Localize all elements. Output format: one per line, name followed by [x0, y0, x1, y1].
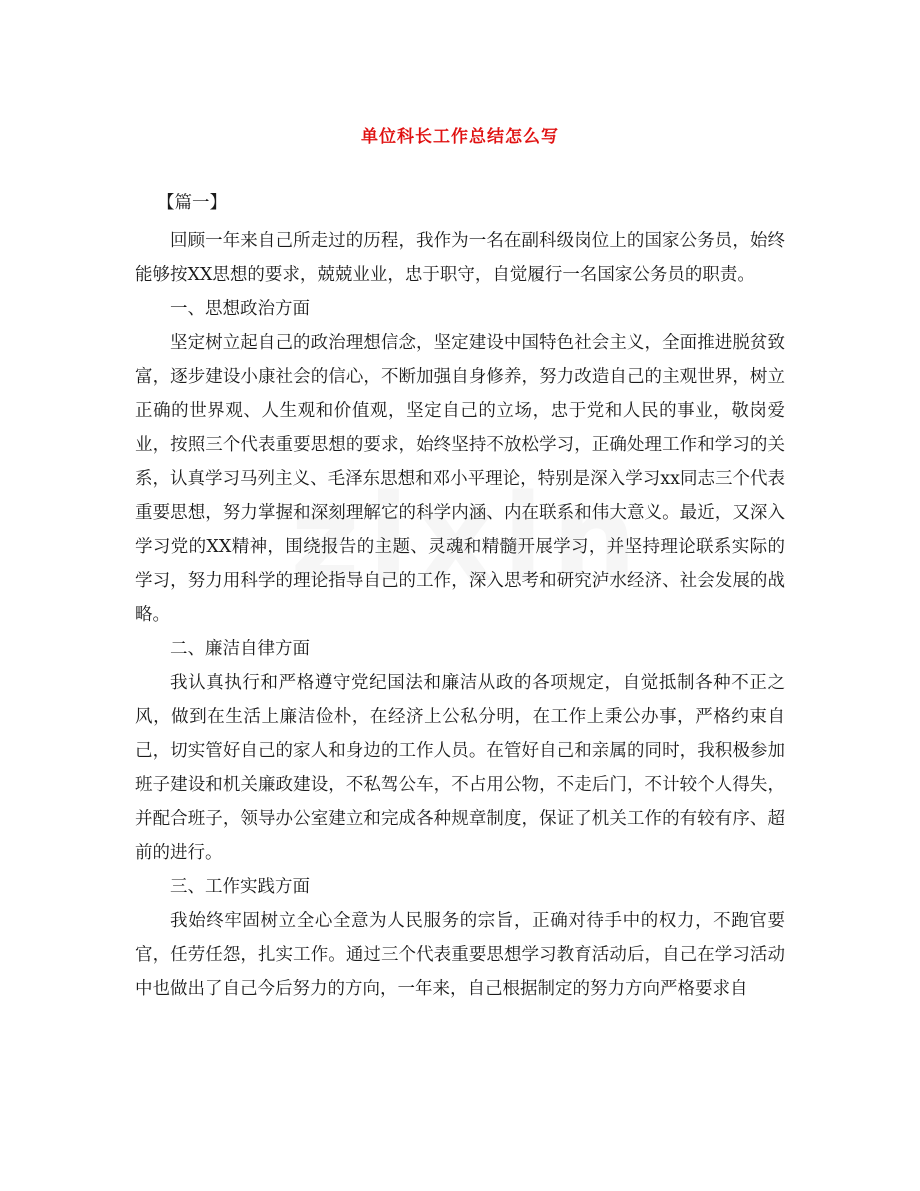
document-title: 单位科长工作总结怎么写 [361, 127, 559, 147]
part-label: 【篇一】 [157, 193, 227, 213]
section-heading-politics: 一、思想政治方面 [170, 299, 310, 319]
section-body-politics: 坚定树立起自己的政治理想信念，坚定建设中国特色社会主义，全面推进脱贫致富，逐步建设小康社会的信心，不断加强自身修养，努力改造自己的主观世界，树立正确的世界观、人生观和价值观，坚定自己的立场，忠于党和人民的事业，敬岗爱业，按照三个代表重要思想的要求，始终坚持不放松学习，正确处理工作和学习的关系，认真学习马列主义、毛泽东思想和邓小平理论，特别是深入学习xx同志三个代表重要思想，努力掌握和深刻理解它的科学内涵、内在联系和伟大意义。最近，又深入学习党的XX精神，围绕报告的主题、灵魂和精髓开展学习，并坚持理论联系实际的学习，努力用科学的理论指导自己的工作，深入思考和研究泸水经济、社会发展的战略。 [135, 333, 785, 625]
section-heading-practice: 三、工作实践方面 [170, 877, 310, 897]
section-heading-integrity: 二、廉洁自律方面 [170, 639, 310, 659]
intro-paragraph: 回顾一年来自己所走过的历程，我作为一名在副科级岗位上的国家公务员，始终能够按XX思想的要求，兢兢业业，忠于职守，自觉履行一名国家公务员的职责。 [135, 231, 785, 285]
section-body-integrity: 我认真执行和严格遵守党纪国法和廉洁从政的各项规定，自觉抵制各种不正之风，做到在生活上廉洁俭朴，在经济上公私分明，在工作上秉公办事，严格约束自己，切实管好自己的家人和身边的工作人员。在管好自己和亲属的同时，我积极参加班子建设和机关廉政建设，不私驾公车，不占用公物，不走后门，不计较个人得失，并配合班子，领导办公室建立和完成各种规章制度，保证了机关工作的有较有序、超前的进行。 [135, 673, 785, 863]
section-body-practice: 我始终牢固树立全心全意为人民服务的宗旨，正确对待手中的权力，不跑官要官，任劳任怨，扎实工作。通过三个代表重要思想学习教育活动后，自己在学习活动中也做出了自己今后努力的方向，一年来，自己根据制定的努力方向严格要求自 [135, 911, 785, 999]
document-body [135, 186, 785, 1006]
